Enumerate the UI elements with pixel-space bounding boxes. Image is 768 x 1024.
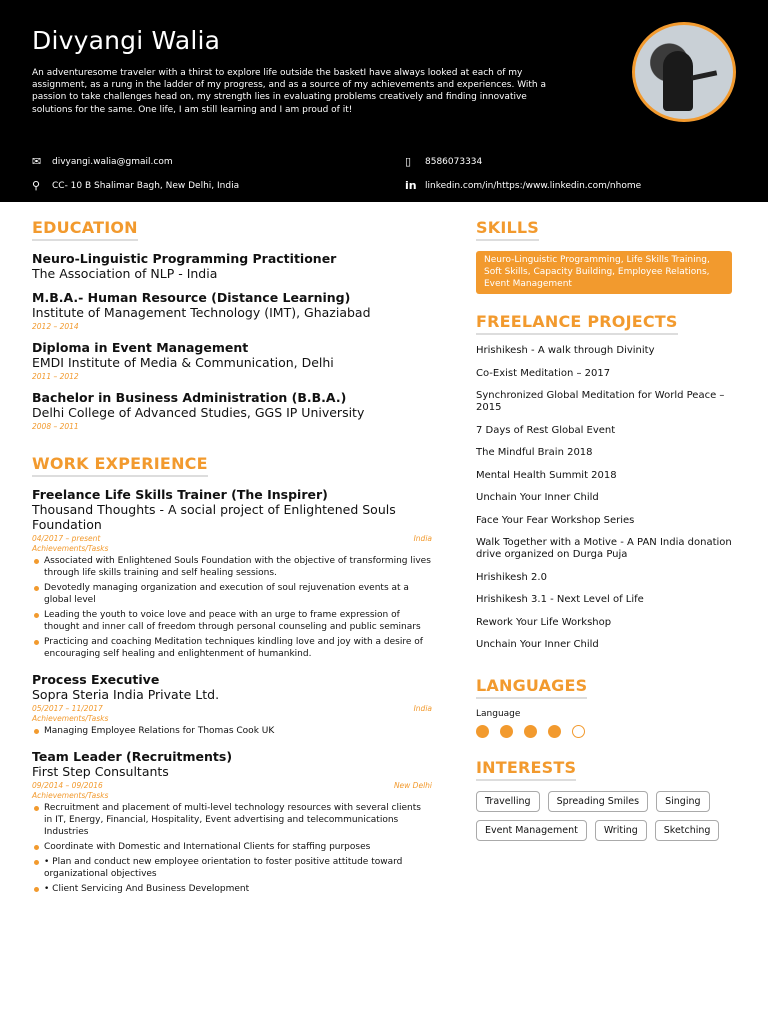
education-dates: 2012 – 2014 [32, 322, 79, 331]
work-list [32, 487, 432, 895]
bullet-dot-icon [34, 559, 39, 564]
job-location: India [413, 534, 432, 543]
job-bullet [32, 636, 432, 660]
bullet-dot-icon [34, 729, 39, 734]
contact-email[interactable] [32, 155, 173, 168]
projects-title: FREELANCE PROJECTS [476, 312, 678, 335]
education-degree: Bachelor in Business Administration (B.B.A.) [32, 390, 347, 405]
education-item [32, 390, 432, 431]
education-institution: Institute of Management Technology (IMT), Ghaziabad [32, 305, 371, 320]
bullet-text: Managing Employee Relations for Thomas Cook UK [44, 726, 275, 736]
left-column [32, 218, 432, 907]
bullet-dot-icon [34, 860, 39, 865]
bullet-text: Recruitment and placement of multi-level technology resources with several clients in IT, Energy, Financial, Hospitality, Event advertising and telecommunications Industries [44, 803, 421, 837]
bullet-dot-icon [34, 887, 39, 892]
education-dates: 2011 – 2012 [32, 372, 79, 381]
interests-list [476, 791, 736, 841]
linkedin-icon: in [405, 179, 417, 192]
bullet-dot-icon [34, 845, 39, 850]
project-item: Co-Exist Meditation – 2017 [476, 367, 611, 379]
summary: An adventuresome traveler with a thirst to explore life outside the basketI have always looked at each of my assignment, as a rung in the ladder of my progress, and as a source of my achievements and experiences. With a passion to take challenges head on, my strength lies in evaluating problems creatively and finding innovative solutions for the same. One life, I am still learning and I am proud of it! [32, 68, 547, 115]
education-list [32, 251, 432, 431]
job-company: Sopra Steria India Private Ltd. [32, 687, 220, 702]
job-bullet [32, 725, 432, 737]
job-bullets [32, 725, 432, 737]
job-dates: 04/2017 – present [32, 534, 101, 543]
interest-tag: Sketching [655, 820, 720, 841]
project-item: 7 Days of Rest Global Event [476, 424, 616, 436]
education-institution: EMDI Institute of Media & Communication, Delhi [32, 355, 334, 370]
education-institution: The Association of NLP - India [32, 266, 218, 281]
job-dates: 09/2014 – 09/2016 [32, 781, 103, 790]
language-label: Language [476, 708, 521, 719]
job-bullet [32, 841, 432, 853]
work-item [32, 672, 432, 737]
contact-linkedin[interactable] [405, 179, 641, 192]
education-degree: Neuro-Linguistic Programming Practitioner [32, 251, 337, 266]
job-meta [32, 704, 432, 713]
language-level-dot [524, 725, 537, 738]
education-dates: 2008 – 2011 [32, 422, 79, 431]
interest-tag: Writing [595, 820, 647, 841]
job-bullet [32, 802, 432, 838]
job-bullet [32, 856, 432, 880]
bullet-text: Associated with Enlightened Souls Foundation with the objective of transforming lives through life skills training and self healing sessions. [44, 556, 431, 578]
bullet-text: Practicing and coaching Meditation techniques kindling love and joy with a desire of encouraging self healing and enlightenment of humankind. [44, 637, 423, 659]
job-meta [32, 534, 432, 543]
language-level [476, 725, 732, 738]
project-item: Hrishikesh - A walk through Divinity [476, 345, 655, 356]
education-title: EDUCATION [32, 218, 138, 241]
project-item: Face Your Fear Workshop Series [476, 514, 635, 526]
project-item: Hrishikesh 2.0 [476, 571, 547, 583]
linkedin-text[interactable]: linkedin.com/in/https:/www.linkedin.com/nhome [425, 180, 642, 191]
candidate-name: Divyangi Walia [32, 26, 221, 55]
job-bullet [32, 883, 432, 895]
interest-tag: Spreading Smiles [548, 791, 649, 812]
job-company: Thousand Thoughts - A social project of Enlightened Souls Foundation [32, 502, 396, 532]
project-item: Unchain Your Inner Child [476, 492, 599, 503]
education-institution: Delhi College of Advanced Studies, GGS IP University [32, 405, 365, 420]
interest-tag: Travelling [476, 791, 540, 812]
projects-list [476, 345, 732, 651]
project-item: Hrishikesh 3.1 - Next Level of Life [476, 594, 644, 605]
job-dates: 05/2017 – 11/2017 [32, 704, 103, 713]
bullet-text: • Client Servicing And Business Development [44, 884, 250, 894]
email-text[interactable]: divyangi.walia@gmail.com [52, 156, 173, 167]
job-location: India [413, 704, 432, 713]
job-bullets [32, 555, 432, 660]
achievements-label: Achievements/Tasks [32, 544, 109, 553]
achievements-label: Achievements/Tasks [32, 791, 109, 800]
education-degree: M.B.A.- Human Resource (Distance Learning) [32, 290, 351, 305]
project-item: Mental Health Summit 2018 [476, 469, 617, 481]
skills-box: Neuro-Linguistic Programming, Life Skills Training, Soft Skills, Capacity Building, Employee Relations, Event Management [476, 251, 732, 294]
right-column [476, 218, 732, 841]
work-title: WORK EXPERIENCE [32, 454, 208, 477]
contact-address [32, 179, 239, 192]
work-item [32, 487, 432, 660]
work-item [32, 749, 432, 895]
language-level-dot [548, 725, 561, 738]
bullet-text: Devotedly managing organization and execution of soul rejuvenation events at a global level [44, 583, 409, 605]
profile-photo [632, 22, 736, 122]
job-bullet [32, 582, 432, 606]
bullet-text: Leading the youth to voice love and peace with an urge to frame expression of thought and inner call of freedom through personal counseling and public seminars [44, 610, 421, 632]
email-icon: ✉ [32, 155, 42, 168]
job-role: Freelance Life Skills Trainer (The Inspirer) [32, 487, 328, 502]
education-item [32, 340, 432, 381]
bullet-dot-icon [34, 613, 39, 618]
contact-phone[interactable] [405, 155, 482, 168]
education-item [32, 290, 432, 331]
skills-title: SKILLS [476, 218, 539, 241]
bullet-text: Coordinate with Domestic and International Clients for staffing purposes [44, 842, 371, 852]
achievements-label: Achievements/Tasks [32, 714, 109, 723]
job-bullet [32, 609, 432, 633]
location-pin-icon: ⚲ [32, 179, 41, 192]
language-level-dot [500, 725, 513, 738]
bullet-dot-icon [34, 640, 39, 645]
job-role: Process Executive [32, 672, 160, 687]
language-level-dot [572, 725, 585, 738]
project-item: Unchain Your Inner Child [476, 639, 599, 650]
job-bullets [32, 802, 432, 895]
education-degree: Diploma in Event Management [32, 340, 249, 355]
phone-text[interactable]: 8586073334 [425, 156, 483, 167]
project-item: Rework Your Life Workshop [476, 616, 612, 628]
project-item: Walk Together with a Motive - A PAN India donation drive organized on Durga Puja [476, 537, 732, 560]
job-bullet [32, 555, 432, 579]
bullet-text: • Plan and conduct new employee orientation to foster positive attitude toward organizational objectives [44, 857, 403, 879]
education-item [32, 251, 432, 281]
header [0, 0, 768, 202]
project-item: The Mindful Brain 2018 [476, 447, 593, 458]
bullet-dot-icon [34, 586, 39, 591]
interests-title: INTERESTS [476, 758, 576, 781]
job-role: Team Leader (Recruitments) [32, 749, 233, 764]
languages-title: LANGUAGES [476, 676, 587, 699]
bullet-dot-icon [34, 806, 39, 811]
language-level-dot [476, 725, 489, 738]
phone-icon: ▯ [405, 155, 412, 168]
interest-tag: Event Management [476, 820, 587, 841]
job-location: New Delhi [393, 781, 432, 790]
job-company: First Step Consultants [32, 764, 169, 779]
interest-tag: Singing [656, 791, 709, 812]
job-meta [32, 781, 432, 790]
project-item: Synchronized Global Meditation for World Peace – 2015 [476, 390, 725, 413]
address-text: CC- 10 B Shalimar Bagh, New Delhi, India [52, 180, 240, 191]
